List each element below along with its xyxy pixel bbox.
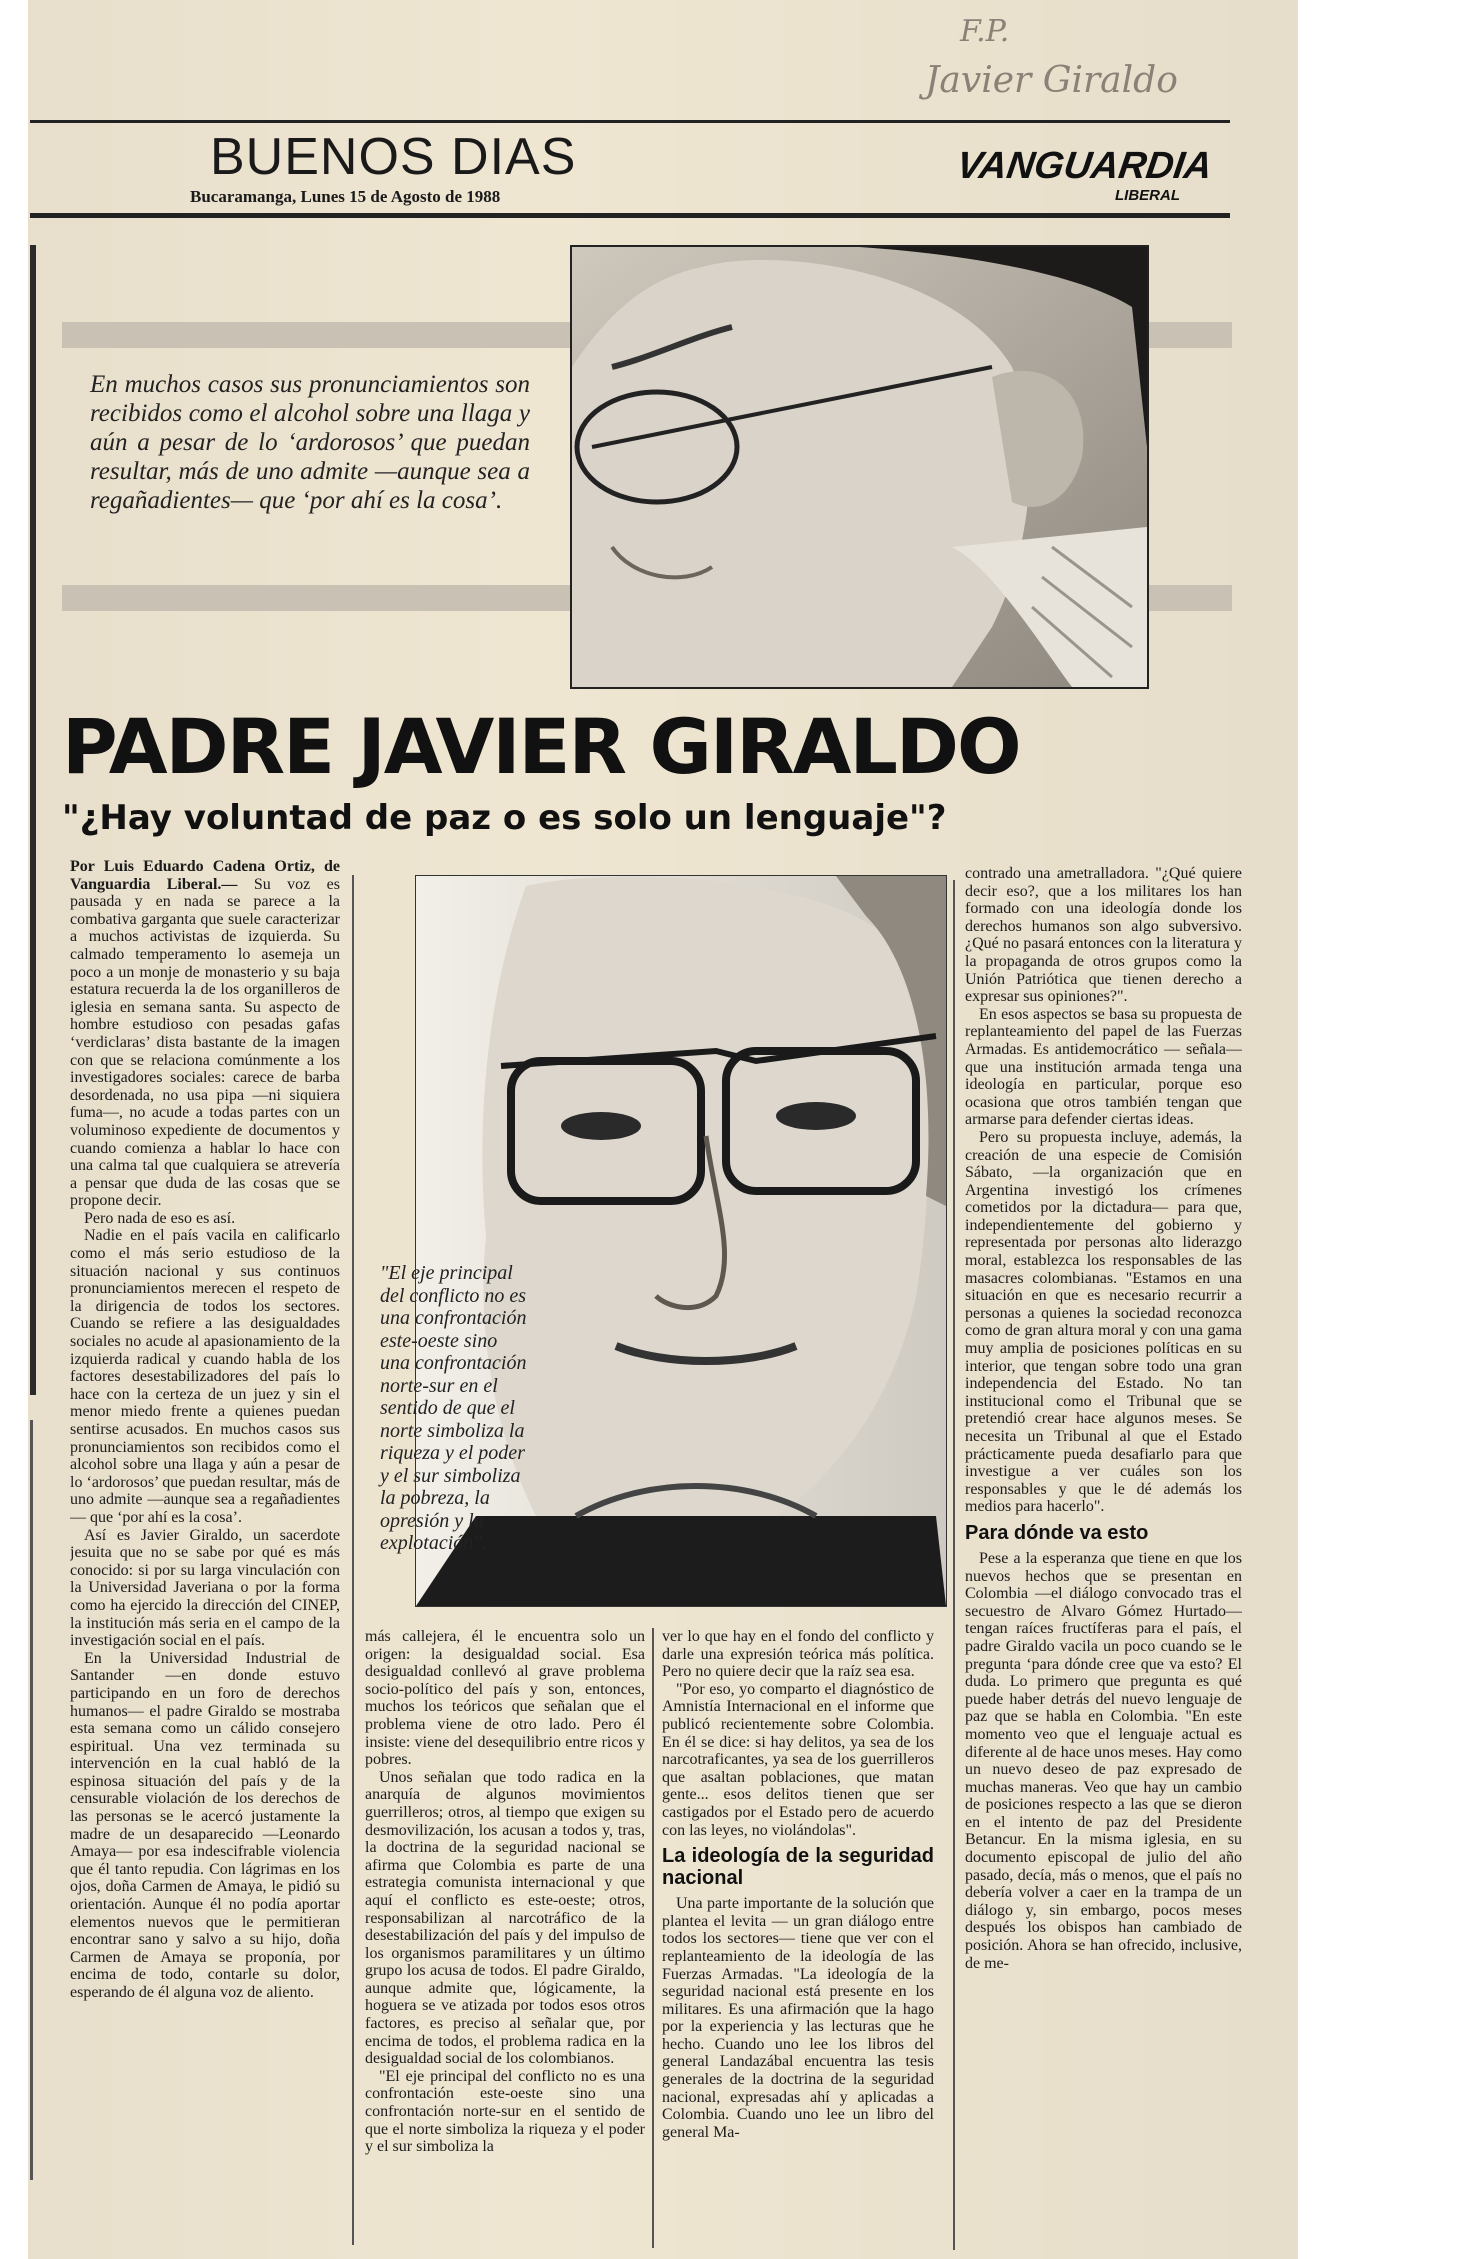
section-heading-ideologia: La ideología de la seguridad nacional (662, 1845, 934, 1890)
col3-paragraph-1: ver lo que hay en el fondo del conflicto y darle una expresión teórica más política. Pero no quiere decir que la raíz sea esa. (662, 1628, 934, 1681)
col3-paragraph-2: "Por eso, yo comparto el diagnóstico de Amnistía Internacional en el informe que publicó recientemente sobre Colombia. En él se dice: si hay delitos, ya sea de los narcotraficantes, ya sea de los guerrilleros que asaltan poblaciones, que matan gente... esos delitos tienen que ser castigados por el Estado pero de acuerdo con las leyes, no violándolas". (662, 1680, 934, 1839)
top-pull-quote: En muchos casos sus pronunciamientos son recibidos como el alcohol sobre una llaga y aún a pesar de lo ‘ardorosos’ que puedan resultar, más de uno admite —aunque sea a regañadientes— que ‘por ahí es la cosa’. (90, 371, 530, 514)
portrait-photo-top (570, 245, 1149, 689)
col2-paragraph-3: "El eje principal del conflicto no es una confrontación este-oeste sino una confrontación norte-sur en el sentido de que el norte simboliza la riqueza y el poder y el sur simboliza la (365, 2067, 645, 2156)
handwritten-note-name: Javier Giraldo (925, 60, 1178, 101)
article-column-3 (662, 1628, 934, 2248)
col4-paragraph-4: Pese a la esperanza que tiene en que los nuevos hechos que se presentan en Colombia —el diálogo convocado tras el secuestro de Alvaro Gómez Hurtado— tengan raíces fructíferas para el país, el padre Giraldo vacila un poco cuando se le pregunta ‘para dónde cree que va esto? El duda. Lo primero que pregunta es qué puede haber detrás del nuevo lenguaje de paz que se habla en Colombia. "En este momento veo que el lenguaje actual es diferente al de hace unos meses. Hay como un nuevo deseo de paz expresado de muchas maneras. Veo que hay un cambio de posiciones respecto a las que se dieron en el intento de paz del Presidente Betancur. En la misma iglesia, en su documento episcopal de julio del año pasado, decía, más o menos, que el país no debería volver a caer en la trampa de un diálogo y, sin embargo, pocos meses después los obispos han cambiado de posición. Ahora se han ofrecido, inclusive, de me- (965, 1549, 1242, 1972)
newspaper-logo-sub: LIBERAL (1115, 187, 1180, 204)
col4-paragraph-1: contrado una ametralladora. "¿Qué quiere decir eso?, que a los militares los han formado con una ideología donde los derechos humanos son algo subversivo. ¿Qué no pasará entonces con la literatura y la propaganda de otros grupos como la Unión Patriótica que tienen derecho a expresar sus opiniones?". (965, 865, 1242, 1006)
column-rule-middle (652, 1628, 654, 2248)
masthead (30, 120, 1230, 218)
left-margin-rule-lower (30, 1420, 33, 2180)
handwritten-note-initials: F.P. (960, 14, 1010, 49)
col1-paragraph-3: Nadie en el país vacila en calificarlo como el más serio estudioso de la situación nacional y sus continuos pronunciamientos merecen el respeto de la dirigencia de todos los sectores. Cuando se refiere a las desigualdades sociales no acude al apasionamiento de la izquierda radical y cuando habla de los factores desestabilizadores del país lo hace con la certeza de un juez y sin el menor miedo frente a quienes puedan sentirse acusados. En muchos casos sus pronunciamientos son recibidos como el alcohol sobre una llaga y aún a pesar de lo ‘ardorosos’ que puedan resultar, más de uno admite —aunque sea a regañadientes— que ‘por ahí es la cosa’. (70, 1227, 340, 1526)
col2-paragraph-2: Unos señalan que todo radica en la anarquía de algunos movimientos guerrilleros; otros, al tiempo que exigen su desmovilización, los acusan a todos y, tras, la doctrina de la seguridad nacional se afirma que Colombia es parte de una estrategia comunista internacional y que aquí el conflicto es este-oeste; otros, responsabilizan al narcotráfico de la desestabilización del país y del impulso de los organismos paramilitares y un último grupo los acusa de todos. El padre Giraldo, aunque admite que, lógicamente, la hoguera se ve atizada por todos esos otros factores, es preciso al señalar que, por encima de todos, el problema radica en la desigualdad social de los colombianos. (365, 1768, 645, 2068)
col3-paragraph-3: Una parte importante de la solución que plantea el levita — un gran diálogo entre todos los sectores— tiene que ver con el replanteamiento de la ideología de las Fuerzas Armadas. "La ideología de la seguridad nacional está presente en los militares. Es una afirmación que la hago por la experiencia y las lecturas que he hecho. Cuando uno lee los libros del general Landazábal encuentra las tesis generales de la doctrina de la seguridad nacional, expresadas ahí y aplicadas a Colombia. Cuando uno lee un libro del general Ma- (662, 1895, 934, 2141)
column-rule-right (953, 880, 955, 2250)
article-column-1 (70, 858, 340, 2253)
section-heading-para-donde: Para dónde va esto (965, 1521, 1149, 1544)
middle-pull-quote: "El eje principal del conflicto no es una confrontación este-oeste sino una confrontación norte-sur en el sentido de que el norte simboliza la riqueza y el poder y el sur simboliza la pobreza, la opresión y la explotación". (380, 1262, 527, 1554)
article-column-4 (965, 865, 1242, 2255)
col1-paragraph-2: Pero nada de eso es así. (84, 1209, 236, 1227)
newspaper-logo: VANGUARDIA (954, 145, 1216, 187)
section-title: BUENOS DIAS (210, 128, 577, 186)
left-margin-rule (30, 245, 36, 1395)
col4-paragraph-2: En esos aspectos se basa su propuesta de replanteamiento del papel de las Fuerzas Armadas. Es antidemocrático — señala— que una institución armada tenga una ideología en particular, porque eso ocasiona que otros también tengan que armarse para defender ciertas ideas. (965, 1005, 1242, 1129)
article-column-2 (365, 1628, 645, 2228)
col1-paragraph-1: Su voz es pausada y en nada se parece a la combativa garganta que suele caracterizar a muchos activistas de izquierda. Su calmado temperamento lo asemeja un poco a un monje de monasterio y su baja estatura recuerda la de los organilleros de iglesia en semana santa. Su aspecto de hombre estudioso con pesadas gafas ‘verdiclaras’ dista bastante de la imagen con que se relaciona comúnmente a los investigadores sociales: carece de barba desordenada, no usa pipa —ni siquiera fuma—, no acude a todas partes con un voluminoso expediente de documentos y cuando comienza a hablar lo hace con una calma tal que cualquiera se atrevería a pensar que duda de las cosas que se propone decir. (70, 875, 340, 1210)
col1-paragraph-5: En la Universidad Industrial de Santander —en donde estuvo participando en un foro de derechos humanos— el padre Giraldo se mostraba esta semana como un cálido consejero espiritual. Una vez terminada su intervención en la cual habló de la espinosa situación del país y de la censurable violación de los derechos de las personas se le acercó justamente la madre de un desaparecido —Leonardo Amaya— por esa indescifrable violencia que él tanto repudia. Con lágrimas en los ojos, doña Carmen de Amaya, le pidió su orientación. Aunque él no podía aportar elementos nuevos que le permitieran encontrar sano y salvo a su hijo, doña Carmen de Amaya se proponía, por encima de todo, contarle su dolor, esperando de él alguna voz de aliento. (70, 1649, 340, 2001)
subheadline: "¿Hay voluntad de paz o es solo un lenguaje"? (62, 798, 947, 838)
col4-paragraph-3: Pero su propuesta incluye, además, la creación de una especie de Comisión Sábato, —la organización que en Argentina investigó los crímenes cometidos por la dictadura— para que, independientemente del gobierno y representada por personas alto liderazgo moral, establezca los responsables de las masacres colombianas. "Estamos en una situación en que es necesario recurrir a personas a quienes la sociedad reconozca como de gran altura moral y con una gama muy amplia de posiciones políticas en su interior, que tengan sobre todo una gran independencia del Estado. No tan institucional como el Tribunal que se pretendió crear hace algunos meses. Se necesita un Tribunal al que el Estado prácticamente pueda desafiarlo para que investigue a ver cuáles son los responsables y que le dé además los medios para hacerlo". (965, 1128, 1242, 1516)
byline: Por Luis Eduardo Cadena Ortiz, de Vanguardia Liberal.— (70, 858, 340, 893)
headline: PADRE JAVIER GIRALDO (62, 702, 1020, 791)
column-rule-left (352, 875, 354, 2245)
col1-paragraph-4: Así es Javier Giraldo, un sacerdote jesuita que no se sabe por qué es más conocido: si por su larga vinculación con la Universidad Javeriana o por la forma como ha ejercido la dirección del CINEP, la institución más seria en el campo de la investigación social en el país. (70, 1526, 340, 1650)
col2-paragraph-1: más callejera, él le encuentra solo un origen: la desigualdad social. Esa desigualdad conllevó al grave problema socio-político del país y son, entonces, muchos los teóricos que señalan que el problema viene de otro lado. Pero él insiste: viene del desequilibrio entre ricos y pobres. (365, 1628, 645, 1769)
publication-date: Bucaramanga, Lunes 15 de Agosto de 1988 (190, 187, 501, 206)
portrait-profile-illustration (572, 247, 1147, 687)
